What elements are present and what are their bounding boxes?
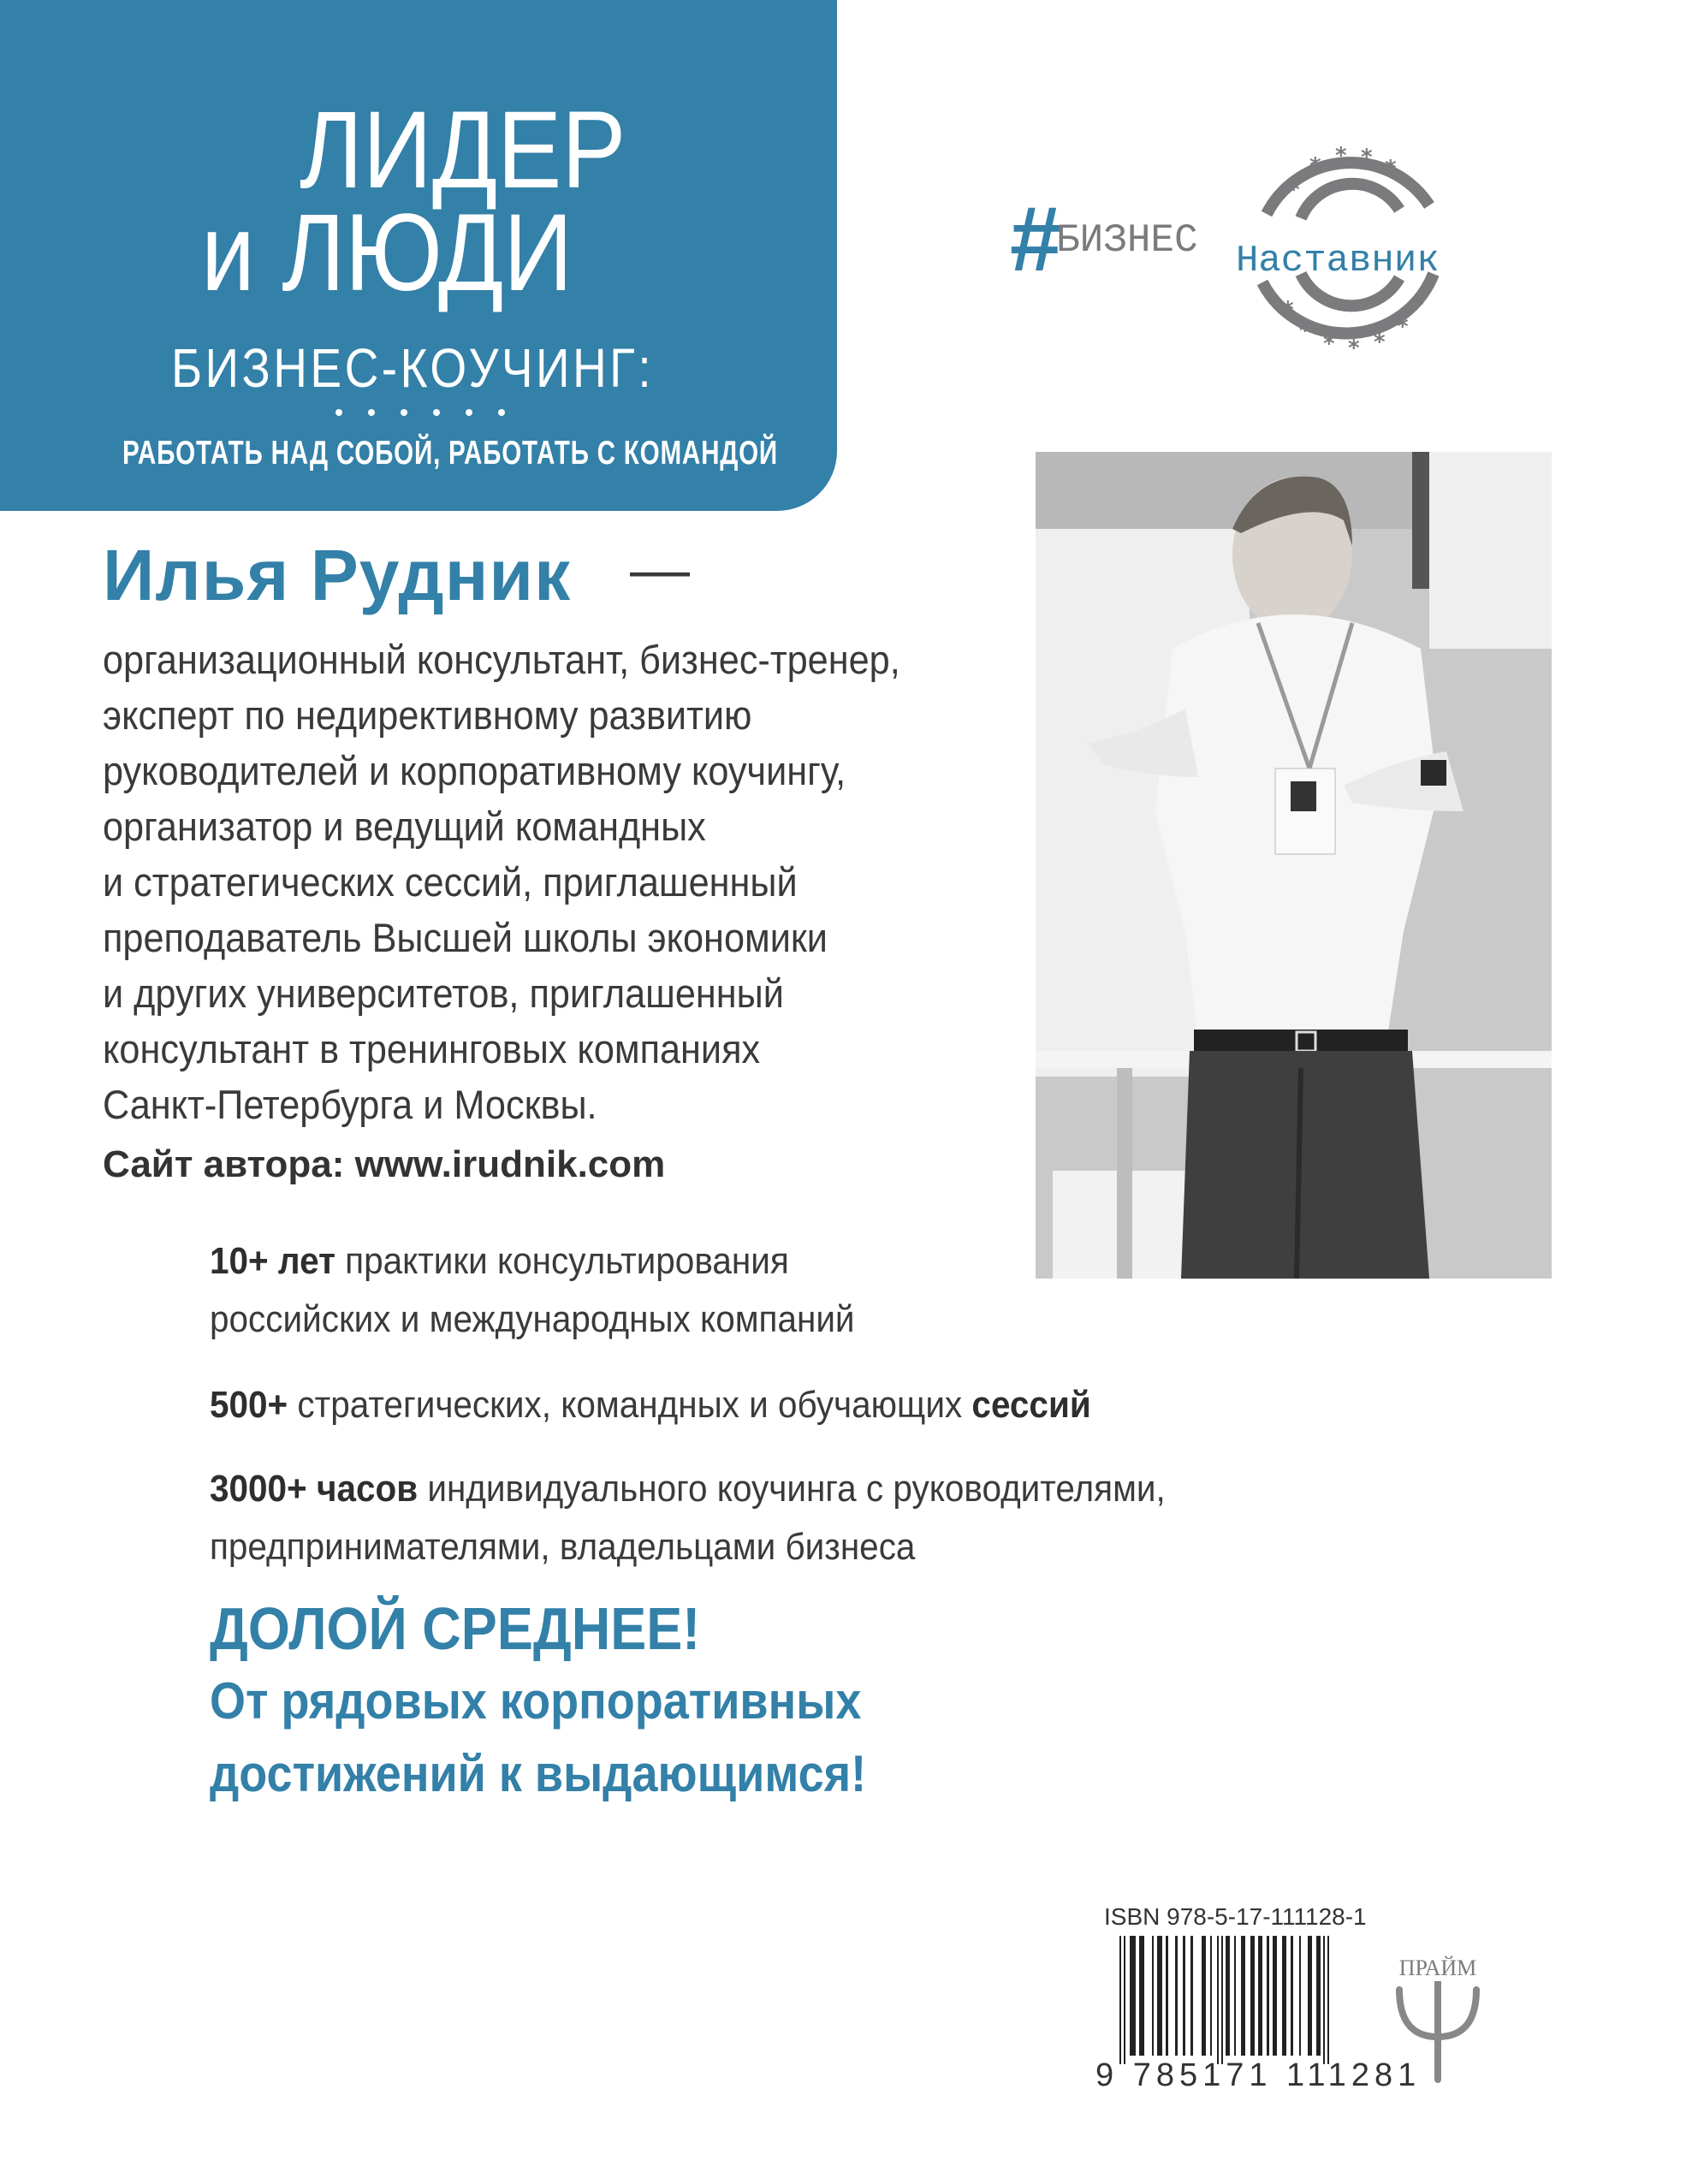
book-title-line1: ЛИДЕР xyxy=(300,89,626,211)
svg-text:*: * xyxy=(1348,335,1360,361)
slogan-headline: ДОЛОЙ СРЕДНЕЕ! xyxy=(210,1595,701,1662)
author-name: Илья Рудник xyxy=(103,535,572,615)
svg-text:*: * xyxy=(1299,318,1311,344)
svg-text:*: * xyxy=(1288,177,1300,203)
bio-line: организационный консультант, бизнес-тренер, xyxy=(103,637,900,682)
book-title-line2: и ЛЮДИ xyxy=(201,192,573,314)
slogan-line: достижений к выдающимся! xyxy=(210,1745,867,1802)
barcode-digits: 9 785171 111281 xyxy=(1095,2057,1422,2093)
author-dash: — xyxy=(630,536,690,602)
bio-line: и других университетов, приглашенный xyxy=(103,970,784,1016)
author-photo-illustration xyxy=(1036,452,1552,1279)
bio-line: организатор и ведущий командных xyxy=(103,804,706,849)
title-block xyxy=(0,0,837,511)
bio-line: эксперт по недирективному развитию xyxy=(103,692,752,738)
bio-line: руководителей и корпоративному коучингу, xyxy=(103,748,846,793)
svg-text:*: * xyxy=(1323,331,1335,357)
isbn-label: ISBN 978-5-17-111128-1 xyxy=(1104,1903,1367,1930)
svg-text:*: * xyxy=(1335,143,1347,169)
svg-text:*: * xyxy=(1385,156,1397,181)
slogan-line: От рядовых корпоративных xyxy=(210,1672,862,1730)
author-website xyxy=(103,1143,665,1186)
website-label: Сайт автора: xyxy=(103,1143,345,1185)
publisher-name: ПРАЙМ xyxy=(1398,1956,1477,1980)
svg-text:*: * xyxy=(1282,297,1294,323)
svg-text:*: * xyxy=(1309,153,1321,179)
svg-text:*: * xyxy=(1397,314,1409,340)
stat-item: 3000+ часов индивидуального коучинга с руководителями, предпринимателями, владельцами бизнеса xyxy=(210,1468,1166,1568)
hash-mark: # xyxy=(1010,187,1062,290)
barcode-icon xyxy=(1095,1936,1378,2064)
bio-line: и стратегических сессий, приглашенный xyxy=(103,859,798,905)
svg-text:*: * xyxy=(1412,293,1424,318)
website-url[interactable]: www.irudnik.com xyxy=(354,1143,666,1185)
svg-text:*: * xyxy=(1361,145,1373,170)
bio-line: преподаватель Высшей школы экономики xyxy=(103,915,828,960)
stat-item: 10+ лет практики консультирования российских и международных компаний xyxy=(210,1240,855,1340)
book-subtitle: БИЗНЕС-КОУЧИНГ: xyxy=(171,337,655,399)
bio-line: консультант в тренинговых компаниях xyxy=(103,1026,761,1071)
author-bio xyxy=(103,632,953,1132)
dots-divider xyxy=(335,409,505,416)
bio-line: Санкт-Петербурга и Москвы. xyxy=(103,1082,597,1127)
series-word-nastavnik: Наставник xyxy=(1236,240,1440,282)
publisher-logo xyxy=(1391,1956,1485,2084)
book-tagline: РАБОТАТЬ НАД СОБОЙ, РАБОТАТЬ С КОМАНДОЙ xyxy=(122,435,778,472)
series-word-biznes: БИЗНЕС xyxy=(1056,218,1198,263)
psi-icon xyxy=(1391,1981,1485,2084)
svg-text:*: * xyxy=(1374,329,1386,355)
stat-item: 500+ стратегических, командных и обучающих сессий xyxy=(210,1384,1091,1426)
series-logo xyxy=(1010,120,1489,368)
svg-text:*: * xyxy=(1405,177,1417,203)
author-photo xyxy=(1036,452,1552,1279)
